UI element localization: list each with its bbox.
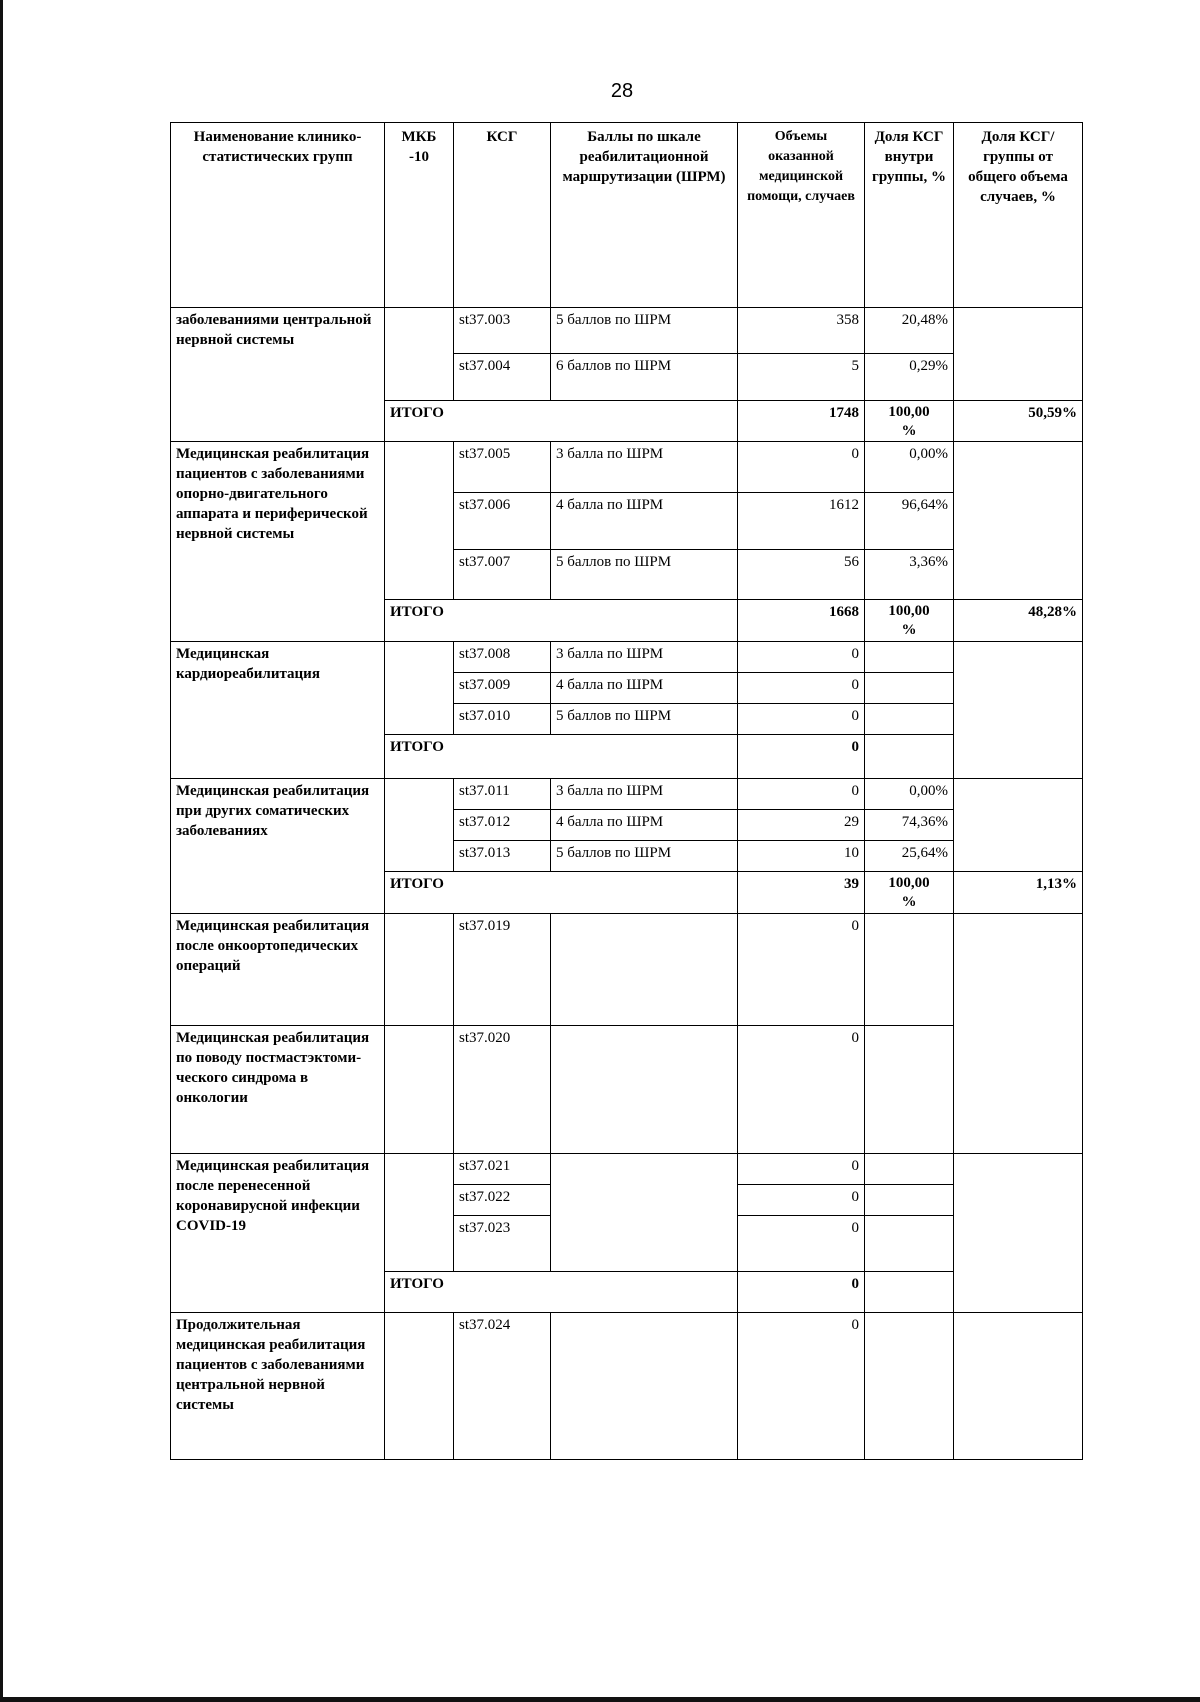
shrm-score: 4 балла по ШРМ	[551, 493, 738, 550]
mkb-cell	[385, 1313, 454, 1460]
ksg-code: st37.005	[454, 442, 551, 493]
volume-value: 0	[738, 1026, 865, 1154]
volume-value: 0	[738, 704, 865, 735]
table-row	[171, 1313, 1083, 1460]
share-total-cell	[954, 308, 1083, 401]
shrm-score: 3 балла по ШРМ	[551, 779, 738, 810]
share-in-group	[865, 1216, 954, 1272]
shrm-score: 4 балла по ШРМ	[551, 673, 738, 704]
total-share-unit: %	[901, 622, 917, 638]
share-in-group: 25,64%	[865, 841, 954, 872]
total-volume: 1668	[738, 600, 865, 642]
total-label: ИТОГО	[385, 401, 738, 442]
total-label: ИТОГО	[385, 1272, 738, 1313]
total-label: ИТОГО	[385, 735, 738, 779]
volume-value: 0	[738, 914, 865, 1026]
table-row	[171, 1026, 1083, 1154]
share-total-cell	[954, 642, 1083, 779]
share-in-group	[865, 673, 954, 704]
ksg-code: st37.021	[454, 1154, 551, 1185]
share-in-group: 0,00%	[865, 442, 954, 493]
header-shrm: Баллы по шкале реабилитационной маршрутизации (ШРМ)	[551, 123, 738, 308]
total-share-unit: %	[901, 894, 917, 910]
mkb-cell	[385, 914, 454, 1026]
shrm-score: 5 баллов по ШРМ	[551, 550, 738, 600]
ksg-code: st37.019	[454, 914, 551, 1026]
shrm-score	[551, 914, 738, 1026]
table-row	[171, 642, 1083, 673]
total-share-in-group	[865, 1272, 954, 1313]
volume-value: 0	[738, 1154, 865, 1185]
total-label: ИТОГО	[385, 872, 738, 914]
share-in-group: 20,48%	[865, 308, 954, 354]
total-share-value: 100,00	[888, 875, 930, 891]
volume-value: 0	[738, 779, 865, 810]
page-number: 28	[610, 80, 634, 102]
total-volume: 1748	[738, 401, 865, 442]
table-row	[171, 308, 1083, 354]
volume-value: 0	[738, 1313, 865, 1460]
shrm-score: 5 баллов по ШРМ	[551, 308, 738, 354]
shrm-score	[551, 1154, 738, 1272]
ksg-code: st37.009	[454, 673, 551, 704]
total-share-in-group	[865, 872, 954, 914]
ksg-code: st37.004	[454, 354, 551, 401]
shrm-score: 4 балла по ШРМ	[551, 810, 738, 841]
ksg-code: st37.023	[454, 1216, 551, 1272]
group-name: Медицинская реабилитация после онкоортопедических операций	[171, 914, 385, 1026]
mkb-cell	[385, 1026, 454, 1154]
share-in-group: 96,64%	[865, 493, 954, 550]
header-mkb: МКБ -10	[385, 123, 454, 308]
shrm-score: 5 баллов по ШРМ	[551, 841, 738, 872]
share-in-group: 74,36%	[865, 810, 954, 841]
group-name: Медицинская реабилитация после перенесенной коронавирусной инфекции COVID-19	[171, 1154, 385, 1313]
table-row	[171, 1154, 1083, 1185]
volume-value: 0	[738, 642, 865, 673]
header-volume: Объемы оказанной медицинской помощи, случаев	[738, 123, 865, 308]
group-name: заболеваниями центральной нервной системы	[171, 308, 385, 442]
share-in-group	[865, 1313, 954, 1460]
shrm-score	[551, 1313, 738, 1460]
shrm-score: 6 баллов по ШРМ	[551, 354, 738, 401]
ksg-code: st37.003	[454, 308, 551, 354]
mkb-cell	[385, 779, 454, 872]
share-in-group	[865, 704, 954, 735]
mkb-cell	[385, 1154, 454, 1272]
total-share-in-group	[865, 600, 954, 642]
ksg-code: st37.013	[454, 841, 551, 872]
ksg-table	[170, 122, 1083, 1460]
share-total-cell	[954, 1313, 1083, 1460]
group-name: Медицинская реабилитация пациентов с заболеваниями опорно-двигательного аппарата и периферической нервной системы	[171, 442, 385, 642]
share-in-group	[865, 642, 954, 673]
volume-value: 56	[738, 550, 865, 600]
group-name: Медицинская реабилитация при других соматических заболеваниях	[171, 779, 385, 914]
total-volume: 0	[738, 1272, 865, 1313]
volume-value: 358	[738, 308, 865, 354]
header-share-total: Доля КСГ/группы от общего объема случаев, %	[954, 123, 1083, 308]
scan-edge-bottom	[0, 1697, 1200, 1702]
table-row	[171, 914, 1083, 1026]
volume-value: 1612	[738, 493, 865, 550]
mkb-cell	[385, 308, 454, 401]
group-name: Медицинская реабилитация по поводу постмастэктоми-ческого синдрома в онкологии	[171, 1026, 385, 1154]
share-in-group: 0,00%	[865, 779, 954, 810]
shrm-score: 5 баллов по ШРМ	[551, 704, 738, 735]
total-share-value: 100,00	[888, 603, 930, 619]
share-in-group: 3,36%	[865, 550, 954, 600]
mkb-cell	[385, 642, 454, 735]
share-in-group	[865, 1185, 954, 1216]
volume-value: 0	[738, 442, 865, 493]
scan-edge-left	[0, 0, 3, 1702]
header-name: Наименование клинико-статистических групп	[171, 123, 385, 308]
ksg-code: st37.012	[454, 810, 551, 841]
group-name: Медицинская кардиореабилитация	[171, 642, 385, 779]
total-label: ИТОГО	[385, 600, 738, 642]
ksg-code: st37.010	[454, 704, 551, 735]
total-share-of-all: 1,13%	[954, 872, 1083, 914]
ksg-code: st37.024	[454, 1313, 551, 1460]
header-row	[171, 123, 1083, 308]
total-share-of-all: 48,28%	[954, 600, 1083, 642]
table-row	[171, 442, 1083, 493]
shrm-score: 3 балла по ШРМ	[551, 442, 738, 493]
total-share-unit: %	[901, 423, 917, 439]
total-volume: 0	[738, 735, 865, 779]
volume-value: 10	[738, 841, 865, 872]
total-share-in-group	[865, 735, 954, 779]
shrm-score	[551, 1026, 738, 1154]
ksg-code: st37.022	[454, 1185, 551, 1216]
ksg-code: st37.020	[454, 1026, 551, 1154]
header-share-in-group: Доля КСГ внутри группы, %	[865, 123, 954, 308]
total-volume: 39	[738, 872, 865, 914]
volume-value: 29	[738, 810, 865, 841]
shrm-score: 3 балла по ШРМ	[551, 642, 738, 673]
share-total-cell	[954, 442, 1083, 600]
volume-value: 0	[738, 1185, 865, 1216]
table-row	[171, 779, 1083, 810]
share-in-group: 0,29%	[865, 354, 954, 401]
share-in-group	[865, 1154, 954, 1185]
ksg-code: st37.006	[454, 493, 551, 550]
ksg-code: st37.011	[454, 779, 551, 810]
ksg-code: st37.007	[454, 550, 551, 600]
share-total-cell	[954, 914, 1083, 1154]
mkb-cell	[385, 442, 454, 600]
total-share-of-all: 50,59%	[954, 401, 1083, 442]
header-ksg: КСГ	[454, 123, 551, 308]
group-name: Продолжительная медицинская реабилитация пациентов с заболеваниями центральной нервной системы	[171, 1313, 385, 1460]
share-in-group	[865, 914, 954, 1026]
total-share-in-group	[865, 401, 954, 442]
volume-value: 5	[738, 354, 865, 401]
share-in-group	[865, 1026, 954, 1154]
volume-value: 0	[738, 1216, 865, 1272]
volume-value: 0	[738, 673, 865, 704]
share-total-cell	[954, 1154, 1083, 1313]
total-share-value: 100,00	[888, 404, 930, 420]
share-total-cell	[954, 779, 1083, 872]
ksg-code: st37.008	[454, 642, 551, 673]
